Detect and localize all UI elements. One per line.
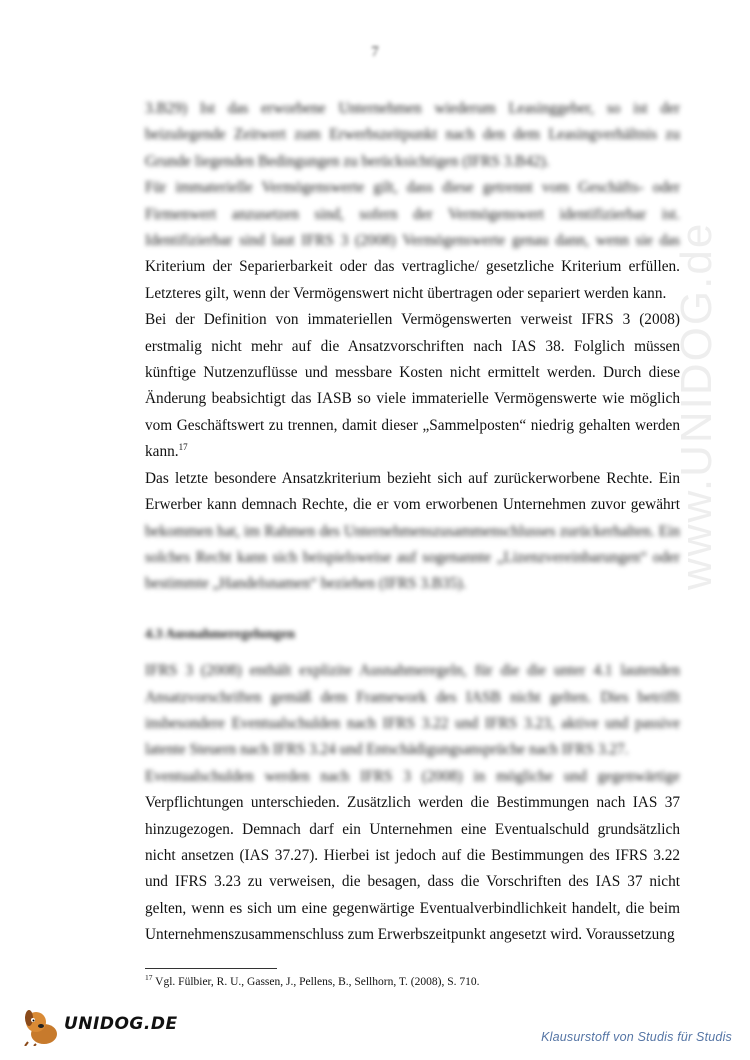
paragraph-reacquired — [145, 466, 680, 598]
footnote-number: 17 — [145, 973, 153, 983]
paragraph-contingent — [145, 764, 680, 949]
section-heading: 4.3 Ausnahmeregelungen — [145, 626, 295, 642]
page-number: 7 — [371, 44, 379, 60]
footnote-text: Vgl. Fülbier, R. U., Gassen, J., Pellens, B., Sellhorn, T. (2008), S. 710. — [155, 976, 480, 988]
paragraph-definition-text: Bei der Definition von immateriellen Vermögenswerten verweist IFRS 3 (2008) erstmalig nicht mehr auf die Ansatzvorschriften nach IAS 38. Folglich müssen künftige Nutzenzuflüsse und messbare Kosten nicht ermittelt werden. Durch diese Änderung beabsichtigt das IASB so viele immaterielle Vermögenswerte wie möglich vom Geschäftswert zu trennen, damit dieser „Sammelposten“ niedrig gehalten werden kann. — [145, 311, 680, 461]
paragraph-exceptions-blurred: IFRS 3 (2008) enthält explizite Ausnahmeregeln, für die die unter 4.1 lautenden Ansatzvorschriften gemäß dem Framework des IASB nicht gelten. Dies betrifft insbesondere Eventualschulden nach IFRS 3.22 und IFRS 3.23, aktive und passive latente Steuern nach IFRS 3.24 und Entschädigungsansprüche nach IFRS 3.27. — [145, 662, 680, 759]
logo-text: UNIDOG.DE — [64, 1014, 178, 1034]
tagline: Klausurstoff von Studis für Studis — [541, 1030, 732, 1044]
paragraph-reacquired-text: Das letzte besondere Ansatzkriterium bezieht sich auf zurückerworbene Rechte. Ein Erwerber kann demnach Rechte, die er vom erworbenen Unternehmen zuvor gewährt — [145, 469, 680, 514]
footnote-reference: 17 — [178, 442, 188, 453]
paragraph-contingent-text: Verpflichtungen unterschieden. Zusätzlich werden die Bestimmungen nach IAS 37 hinzugezogen. Demnach darf ein Unternehmen eine Eventualschuld grundsätzlich nicht ansetzen (IAS 37.27). Hierbei ist jedoch auf die Bestimmungen des IFRS 3.22 und IFRS 3.23 zu verweisen, die besagen, dass die Vorschriften des IAS 37 nicht gelten, wenn es sich um eine gegenwärtige Eventualverbindlichkeit handelt, die beim Unternehmenszusammenschluss zum Erwerbszeitpunkt angesetzt wird. Voraussetzung — [145, 794, 680, 944]
unidog-logo — [22, 1006, 182, 1046]
footnote — [145, 975, 685, 989]
footnote-divider — [145, 968, 277, 969]
paragraph-definition — [145, 307, 680, 465]
paragraph-intangible — [145, 175, 680, 307]
paragraph-contingent-blurred: Eventualschulden werden nach IFRS 3 (2008) in mögliche und gegenwärtige — [145, 767, 680, 785]
paragraph-reacquired-blurred: bekommen hat, im Rahmen des Unternehmenszusammenschlusses zurückerhalten. Ein solches Recht kann sich beispielsweise auf sogenannte „Lizenzvereinbarungen“ oder bestimmte „Handelsnamen“ beziehen (IFRS 3.B35). — [145, 522, 680, 593]
paragraph-intangible-text: Kriterium der Separierbarkeit oder das vertragliche/ gesetzliche Kriterium erfüllen. Letzteres gilt, wenn der Vermögenswert nicht übertragen oder separiert werden kann. — [145, 258, 680, 302]
watermark: www.UNIDOG.de — [672, 221, 721, 590]
paragraph-intangible-blurred: Für immaterielle Vermögenswerte gilt, dass diese getrennt vom Geschäfts- oder Firmenwert anzusetzen sind, sofern der Vermögenswert identifizierbar ist. Identifizierbar sind laut IFRS 3 (2008) Vermögenswerte genau dann, wenn sie das — [145, 179, 680, 250]
paragraph-leasing-blurred: 3.B29) Ist das erworbene Unternehmen wiederum Leasinggeber, so ist der beizulegende Zeitwert zum Erwerbszeitpunkt nach den dem Leasingverhältnis zu Grunde liegenden Bedingungen zu berücksichtigen (IFRS 3.B42). — [145, 100, 680, 170]
document-body — [145, 96, 680, 949]
dog-icon — [22, 1008, 62, 1046]
